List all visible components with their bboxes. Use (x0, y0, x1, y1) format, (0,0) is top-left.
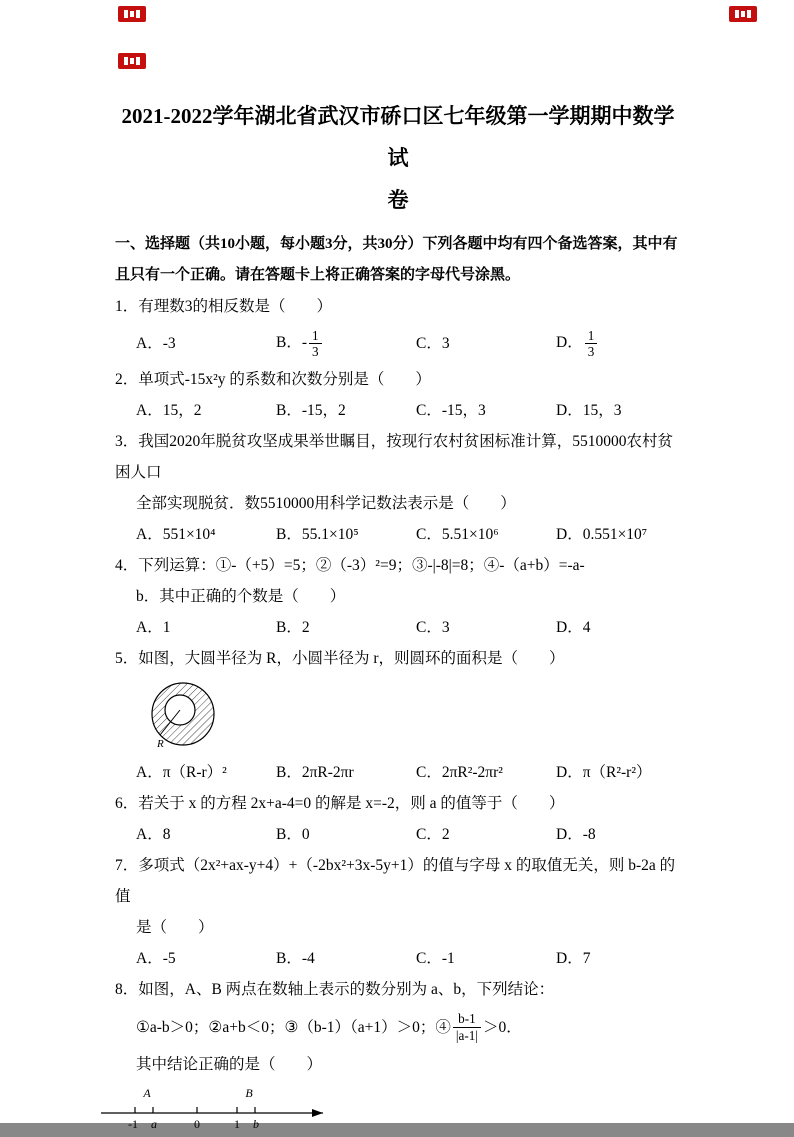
question-7-options (115, 943, 681, 974)
question-4-stem-line-2: b．其中正确的个数是（ ） (136, 588, 346, 605)
option-b: B．2 (276, 619, 310, 636)
red-stamp-icon (118, 53, 146, 69)
fraction: $\frac{1}{3}$ (309, 328, 322, 359)
question-3-stem-line-2: 全部实现脱贫．数5510000用科学记数法表示是（ ） (136, 495, 516, 512)
question-7-stem-line-2: 是（ ） (136, 919, 214, 936)
tick-1: 1 (234, 1117, 240, 1131)
fraction: $\frac{1}{3}$ (585, 328, 598, 359)
option-d: D．15，3 (556, 402, 622, 419)
option-b: B．55.1×10⁵ (276, 526, 359, 543)
option-a: A．-5 (136, 950, 176, 967)
question-7-stem-line-1: 7．多项式（2x²+ax-y+4）+（-2bx²+3x-5y+1）的值与字母 x 的取值无关，则 b-2a 的值 (115, 857, 676, 905)
option-a: A．π（R-r）² (136, 764, 227, 781)
option-a: A．551×10⁴ (136, 526, 216, 543)
option-c: C．-1 (416, 950, 455, 967)
tick-neg1: -1 (128, 1117, 138, 1131)
question-8-conclusions (115, 1005, 681, 1049)
option-a: A．1 (136, 619, 171, 636)
question-8-stem: 8．如图，A、B 两点在数轴上表示的数分别为 a、b，下列结论： (115, 981, 555, 998)
question-1-stem: 1．有理数3的相反数是（ ） (115, 298, 333, 315)
annulus-figure (137, 677, 681, 755)
option-b: B．2πR-2πr (276, 764, 354, 781)
red-stamp-icon (118, 6, 146, 22)
conclusions-prefix: ①a-b＞0；②a+b＜0；③（b-1）（a+1）＞0；④ (136, 1018, 451, 1036)
option-b-prefix: B．- (276, 333, 308, 351)
number-line-figure (97, 1082, 681, 1137)
title-line-2: 卷 (387, 188, 409, 212)
option-b (276, 327, 416, 359)
option-d: D．7 (556, 950, 591, 967)
number-line-svg (97, 1082, 337, 1132)
title-line-1: 2021-2022学年湖北省武汉市硚口区七年级第一学期期中数学试 (121, 104, 675, 170)
option-d-prefix: D． (556, 333, 583, 351)
tick-a: a (151, 1117, 157, 1131)
question-4-options (115, 612, 681, 643)
document-content (115, 95, 681, 1137)
option-c: C．5.51×10⁶ (416, 526, 499, 543)
section-header (115, 229, 681, 291)
option-d: D．0.551×10⁷ (556, 526, 648, 543)
question-2-options (115, 395, 681, 426)
option-a: A．8 (136, 826, 171, 843)
question-3-options (115, 519, 681, 550)
tick-0: 0 (194, 1117, 200, 1131)
question-5-stem: 5．如图，大圆半径为 R，小圆半径为 r，则圆环的面积是（ ） (115, 650, 565, 667)
option-b: B．-15，2 (276, 402, 346, 419)
axis-arrow (312, 1109, 323, 1117)
option-d: D．-8 (556, 826, 596, 843)
section-line-1: 一、选择题（共10小题，每小题3分，共30分）下列各题中均有四个备选答案，其中有 (115, 236, 678, 252)
option-c: C．3 (416, 334, 450, 352)
question-5-options (115, 757, 681, 788)
option-c: C．-15，3 (416, 402, 486, 419)
question-3-stem-line-1: 3．我国2020年脱贫攻坚成果举世瞩目，按现行农村贫困标准计算，5510000农村贫困人口 (115, 433, 674, 481)
option-c: C．2πR²-2πr² (416, 764, 503, 781)
question-6-stem: 6．若关于 x 的方程 2x+a-4=0 的解是 x=-2，则 a 的值等于（ ） (115, 795, 565, 812)
point-b-label: B (245, 1086, 253, 1100)
option-a: A．15，2 (136, 402, 202, 419)
section-line-2: 且只有一个正确。请在答题卡上将正确答案的字母代号涂黑。 (115, 267, 521, 283)
fraction: $\frac{b-1}{|a-1|}$ (453, 1011, 481, 1042)
page-title (115, 95, 681, 221)
option-d (556, 327, 599, 359)
option-a: A．-3 (136, 334, 176, 352)
option-c: C．2 (416, 826, 450, 843)
option-b: B．0 (276, 826, 310, 843)
red-stamp-icon (729, 6, 757, 22)
option-c: C．3 (416, 619, 450, 636)
radius-label: R (157, 738, 164, 750)
question-1-options (115, 322, 681, 364)
question-8-line-3: 其中结论正确的是（ ） (136, 1056, 323, 1073)
point-a-label: A (143, 1086, 151, 1100)
conclusions-suffix: ＞0． (482, 1018, 522, 1036)
tick-b: b (253, 1117, 259, 1131)
option-d: D．4 (556, 619, 591, 636)
question-4-stem-line-1: 4．下列运算：①-（+5）=5；②（-3）²=9；③-|-8|=8；④-（a+b）=-a- (115, 557, 585, 574)
option-b: B．-4 (276, 950, 315, 967)
question-6-options (115, 819, 681, 850)
option-d: D．π（R²-r²） (556, 764, 652, 781)
annulus-figure-svg (137, 677, 229, 755)
question-2-stem: 2．单项式-15x²y 的系数和次数分别是（ ） (115, 371, 431, 388)
